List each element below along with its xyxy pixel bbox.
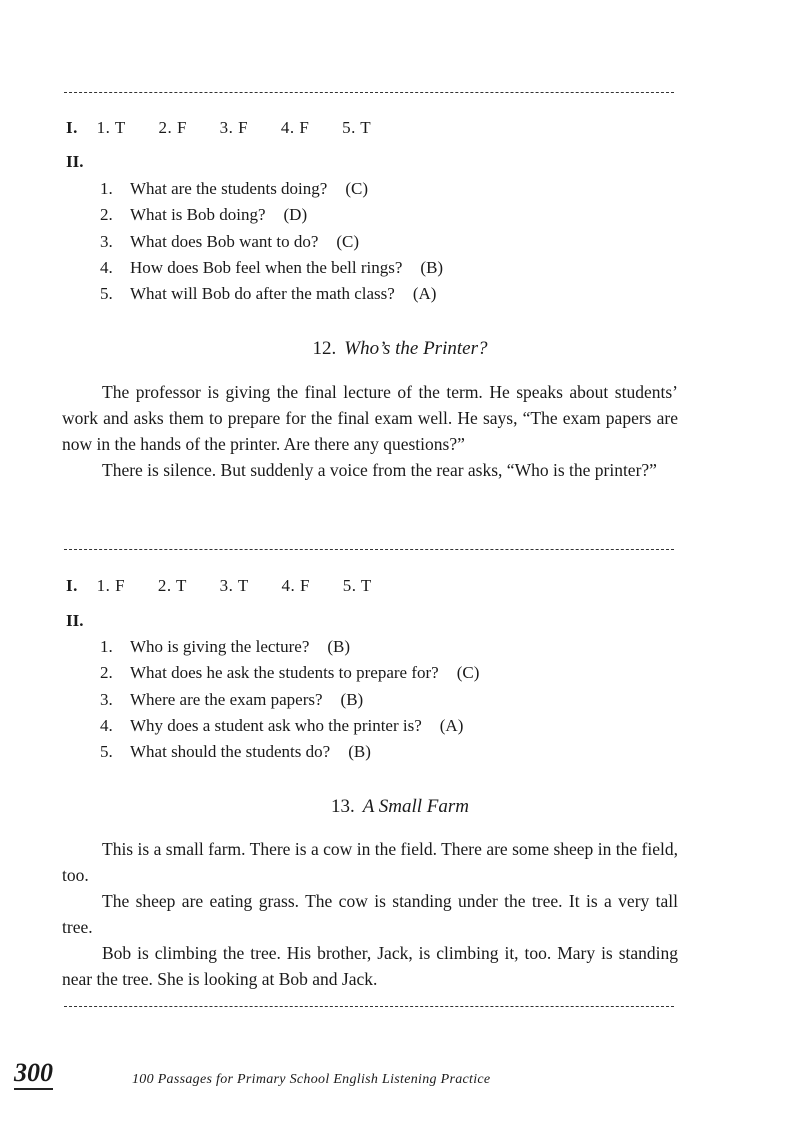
question-number: 4. [100, 715, 113, 735]
answers-label: I. [66, 576, 78, 595]
question-number: 3. [100, 231, 113, 251]
question-number: 5. [100, 284, 113, 304]
passage-title-text: Who’s the Printer? [344, 338, 488, 359]
passage-body [62, 379, 678, 483]
questions-label: II. [66, 611, 84, 630]
question-text: Why does a student ask who the printer is? [130, 715, 422, 735]
question-choice: (A) [439, 715, 464, 735]
question-list [100, 176, 443, 307]
question-choice: (B) [420, 257, 444, 277]
question-text: What should the students do? [130, 742, 331, 762]
question-choice: (C) [456, 663, 480, 683]
question-item [100, 202, 443, 228]
question-text: Who is giving the lecture? [130, 637, 310, 656]
question-item [100, 634, 479, 660]
question-choice: (B) [340, 689, 364, 709]
question-text: How does Bob feel when the bell rings? [130, 257, 403, 277]
question-list [100, 634, 479, 765]
question-number: 5. [100, 742, 113, 762]
question-text: What will Bob do after the math class? [130, 284, 395, 304]
question-item [100, 281, 443, 307]
answers-label: I. [66, 118, 78, 137]
divider [64, 549, 674, 550]
answer-item: 2. F [158, 118, 187, 137]
question-choice: (B) [348, 742, 371, 762]
question-choice: (A) [412, 284, 437, 304]
answer-key-row [66, 576, 400, 596]
answer-item: 5. T [342, 576, 372, 595]
question-number: 2. [100, 205, 113, 225]
question-number: 2. [100, 663, 113, 683]
answer-item: 4. F [281, 576, 310, 595]
answer-item: 3. T [219, 576, 249, 595]
question-text: What are the students doing? [130, 179, 328, 198]
answer-item: 1. F [96, 576, 126, 595]
passage-number: 13. [330, 796, 355, 817]
divider [64, 92, 674, 93]
question-item [100, 229, 443, 255]
answer-item: 1. T [96, 118, 126, 137]
passage-number: 12. [312, 338, 337, 359]
question-item [100, 660, 479, 686]
question-item [100, 739, 479, 765]
question-text: What does he ask the students to prepare for? [130, 663, 439, 683]
passage-paragraph: The sheep are eating grass. The cow is standing under the tree. It is a very tall tree. [62, 891, 678, 937]
answer-item: 3. F [219, 118, 249, 137]
question-number: 1. [100, 179, 113, 198]
passage-title [0, 796, 800, 818]
passage-paragraph: Bob is climbing the tree. His brother, Jack, is climbing it, too. Mary is standing near the tree. She is looking at Bob and Jack. [62, 943, 678, 989]
question-choice: (D) [283, 205, 308, 225]
page-number: 300 [14, 1058, 53, 1090]
answer-item: 4. F [280, 118, 310, 137]
questions-label: II. [66, 152, 84, 171]
question-item [100, 176, 443, 202]
passage-paragraph: The professor is giving the final lecture of the term. He speaks about students’ work and asks them to prepare for the final exam well. He says, “The exam papers are now in the hands of the printer. Are there any questions?” [62, 382, 678, 454]
question-number: 1. [100, 637, 113, 656]
question-choice: (C) [336, 231, 360, 251]
answer-item: 5. T [342, 118, 372, 137]
book-title-footer: 100 Passages for Primary School English Listening Practice [132, 1072, 491, 1087]
question-item [100, 255, 443, 281]
question-choice: (C) [345, 179, 368, 198]
question-text: Where are the exam papers? [130, 689, 323, 709]
question-item [100, 687, 479, 713]
question-text: What is Bob doing? [130, 205, 266, 225]
question-number: 4. [100, 257, 113, 277]
question-number: 3. [100, 689, 113, 709]
question-choice: (B) [327, 637, 351, 656]
answer-item: 2. T [157, 576, 187, 595]
passage-paragraph: There is silence. But suddenly a voice from the rear asks, “Who is the printer?” [102, 460, 657, 480]
passage-title-text: A Small Farm [362, 796, 469, 817]
divider [64, 1006, 674, 1007]
answer-key-row [66, 118, 399, 138]
passage-body [62, 836, 678, 992]
question-text: What does Bob want to do? [130, 231, 319, 251]
question-item [100, 713, 479, 739]
passage-title [0, 338, 800, 360]
passage-paragraph: This is a small farm. There is a cow in the field. There are some sheep in the field, too. [62, 839, 678, 885]
